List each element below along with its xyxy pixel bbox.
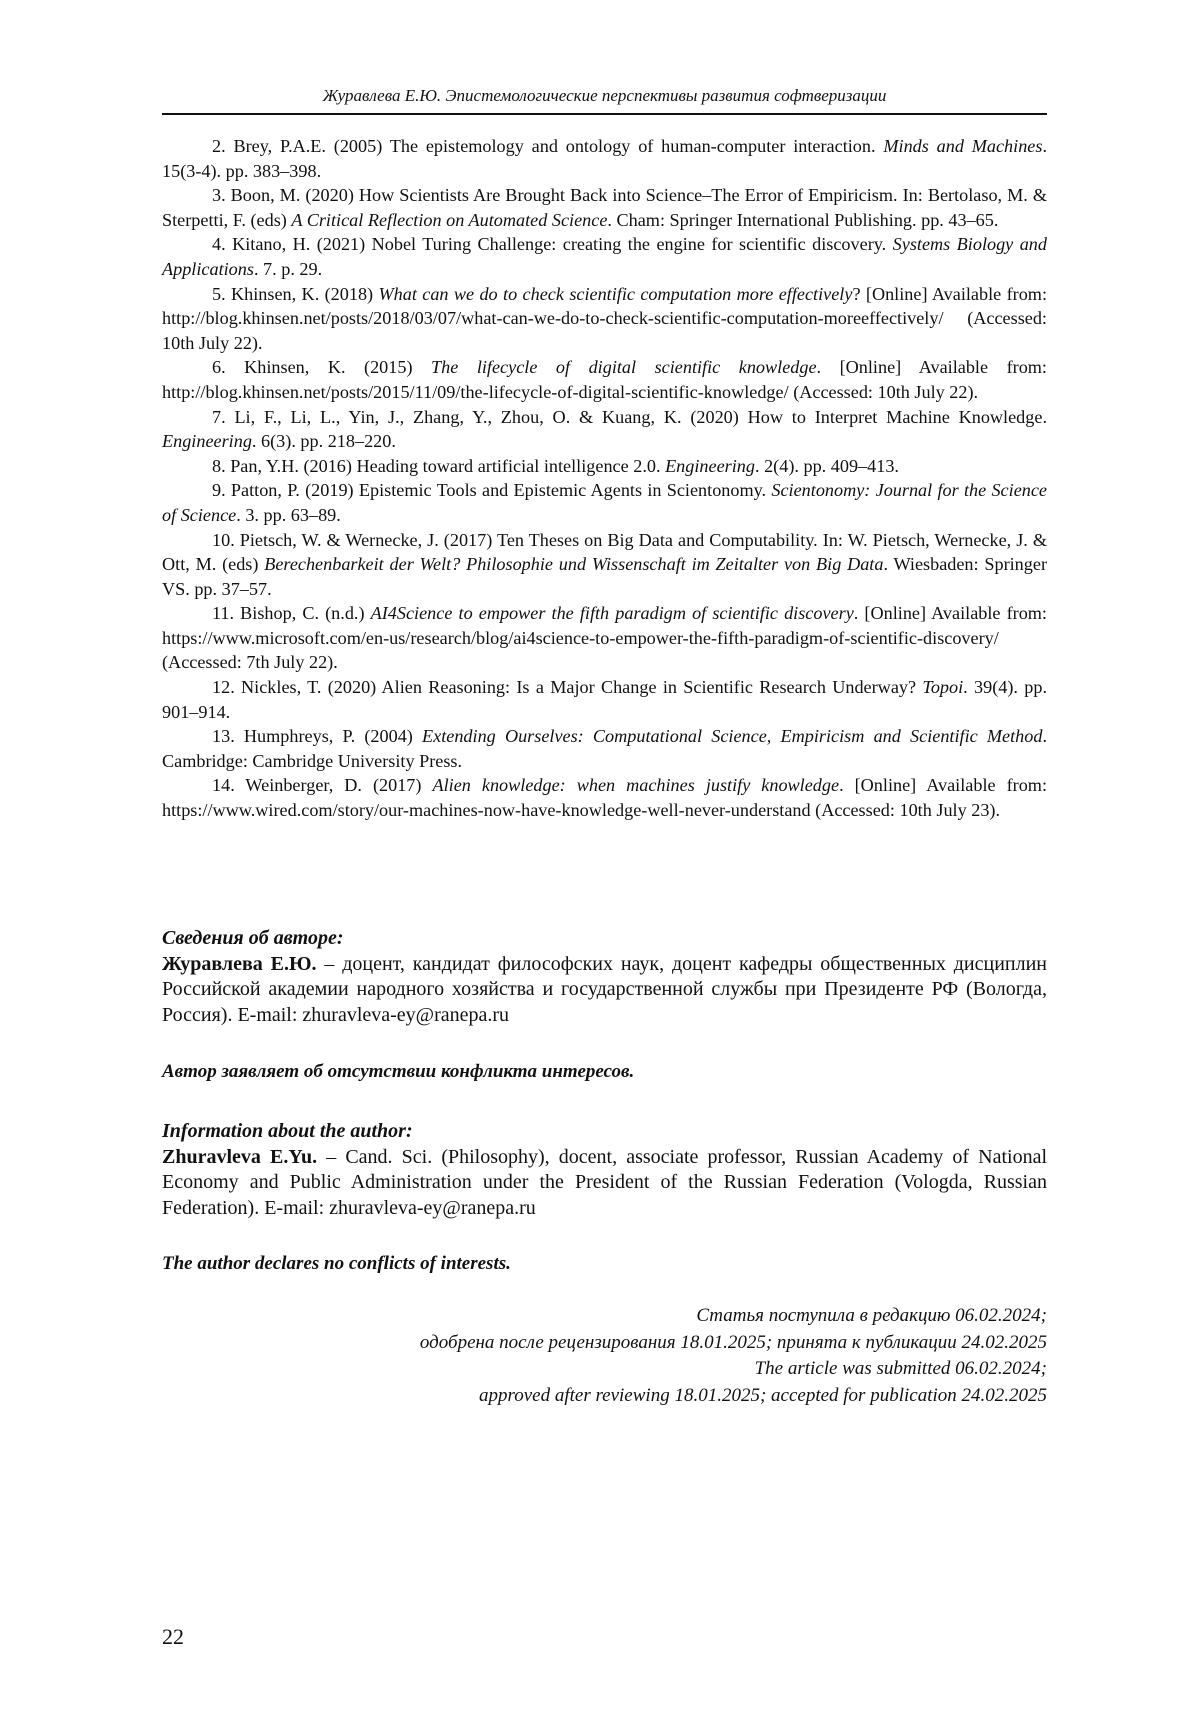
- author-info-ru-text: Журавлева Е.Ю. – доцент, кандидат философских наук, доцент кафедры общественных дисциплин Российской академии народного хозяйства и государственной службы при Президенте РФ (Вологда, Россия). E-mail: zhuravleva-ey@ranepa.ru: [162, 952, 1047, 1026]
- author-info-ru: [162, 926, 1047, 1028]
- author-info-ru-heading: Сведения об авторе:: [162, 927, 344, 949]
- reference-item: 2. Brey, P.A.E. (2005) The epistemology and ontology of human-computer interaction. Minds and Machines. 15(3-4). pp. 383–398.: [162, 136, 1047, 181]
- running-header: Журавлева Е.Ю. Эпистемологические перспективы развития софтверизации: [322, 86, 887, 105]
- header-rule: [162, 113, 1047, 115]
- author-name-en: Zhuravleva E.Yu.: [162, 1145, 318, 1168]
- author-info-en-heading: Information about the author:: [162, 1120, 413, 1142]
- references-list: [162, 134, 1047, 823]
- date-line-en-1: The article was submitted 06.02.2024;: [754, 1358, 1047, 1379]
- date-line-ru-1: Статья поступила в редакцию 06.02.2024;: [696, 1305, 1047, 1326]
- reference-item: 6. Khinsen, K. (2015) The lifecycle of digital scientific knowledge. [Online] Available from: http://blog.khinsen.net/posts/2015/11/09/the-lifecycle-of-digital-scientific-knowledge/ (Accessed: 10th July 22).: [162, 357, 1047, 402]
- reference-item: 14. Weinberger, D. (2017) Alien knowledge: when machines justify knowledge. [Online] Available from: https://www.wired.com/story/our-machines-now-have-knowledge-well-never-understand (Accessed: 10th July 23).: [162, 775, 1047, 821]
- author-info-en-text: Zhuravleva E.Yu. – Cand. Sci. (Philosophy), docent, associate professor, Russian Academy of National Economy and Public Administration under the President of the Russian Federation (Vologda, Russian Federation). E-mail: zhuravleva-ey@ranepa.ru: [162, 1145, 1047, 1219]
- reference-item: 3. Boon, M. (2020) How Scientists Are Brought Back into Science–The Error of Empiricism. In: Bertolaso, M. & Sterpetti, F. (eds) A Critical Reflection on Automated Science. Cham: Springer International Publishing. pp. 43–65.: [162, 185, 1047, 230]
- date-line-ru-2: одобрена после рецензирования 18.01.2025; принята к публикации 24.02.2025: [419, 1331, 1047, 1353]
- author-info-en: [162, 1119, 1047, 1221]
- reference-item: 9. Patton, P. (2019) Epistemic Tools and Epistemic Agents in Scientonomy. Scientonomy: Journal for the Science of Science. 3. pp. 63–89.: [162, 480, 1047, 525]
- author-name-ru: Журавлева Е.Ю.: [162, 952, 317, 975]
- article-dates: [162, 1303, 1047, 1409]
- conflict-declaration-en: The author declares no conflicts of interests.: [162, 1253, 511, 1274]
- conflict-declaration-ru: Автор заявляет об отсутствии конфликта интересов.: [162, 1061, 635, 1082]
- reference-item: 10. Pietsch, W. & Wernecke, J. (2017) Ten Theses on Big Data and Computability. In: W. Pietsch, Wernecke, J. & Ott, M. (eds) Berechenbarkeit der Welt? Philosophie und Wissenschaft im Zeitalter von Big Data. Wiesbaden: Springer VS. pp. 37–57.: [162, 529, 1047, 599]
- reference-item: 4. Kitano, H. (2021) Nobel Turing Challenge: creating the engine for scientific discovery. Systems Biology and Applications. 7. p. 29.: [162, 234, 1047, 279]
- reference-item: 7. Li, F., Li, L., Yin, J., Zhang, Y., Zhou, O. & Kuang, K. (2020) How to Interpret Machine Knowledge. Engineering. 6(3). pp. 218–220.: [162, 406, 1047, 452]
- reference-item: 5. Khinsen, K. (2018) What can we do to check scientific computation more effectively? [Online] Available from: http://blog.khinsen.net/posts/2018/03/07/what-can-we-do-to-check-scientific-computation-moreeffectively/ (Accessed: 10th July 22).: [162, 283, 1048, 353]
- page-number: 22: [162, 1624, 184, 1649]
- reference-item: 8. Pan, Y.H. (2016) Heading toward artificial intelligence 2.0. Engineering. 2(4). pp. 409–413.: [212, 455, 899, 476]
- reference-item: 11. Bishop, C. (n.d.) AI4Science to empower the fifth paradigm of scientific discovery. [Online] Available from: https://www.microsoft.com/en-us/research/blog/ai4science-to-empower-the-fifth-paradigm-of-scientific-discovery/ (Accessed: 7th July 22).: [162, 603, 1047, 673]
- reference-item: 13. Humphreys, P. (2004) Extending Ourselves: Computational Science, Empiricism and Scientific Method. Cambridge: Cambridge University Press.: [162, 726, 1047, 771]
- reference-item: 12. Nickles, T. (2020) Alien Reasoning: Is a Major Change in Scientific Research Underway? Topoi. 39(4). pp. 901–914.: [162, 677, 1047, 722]
- date-line-en-2: approved after reviewing 18.01.2025; accepted for publication 24.02.2025: [479, 1384, 1047, 1406]
